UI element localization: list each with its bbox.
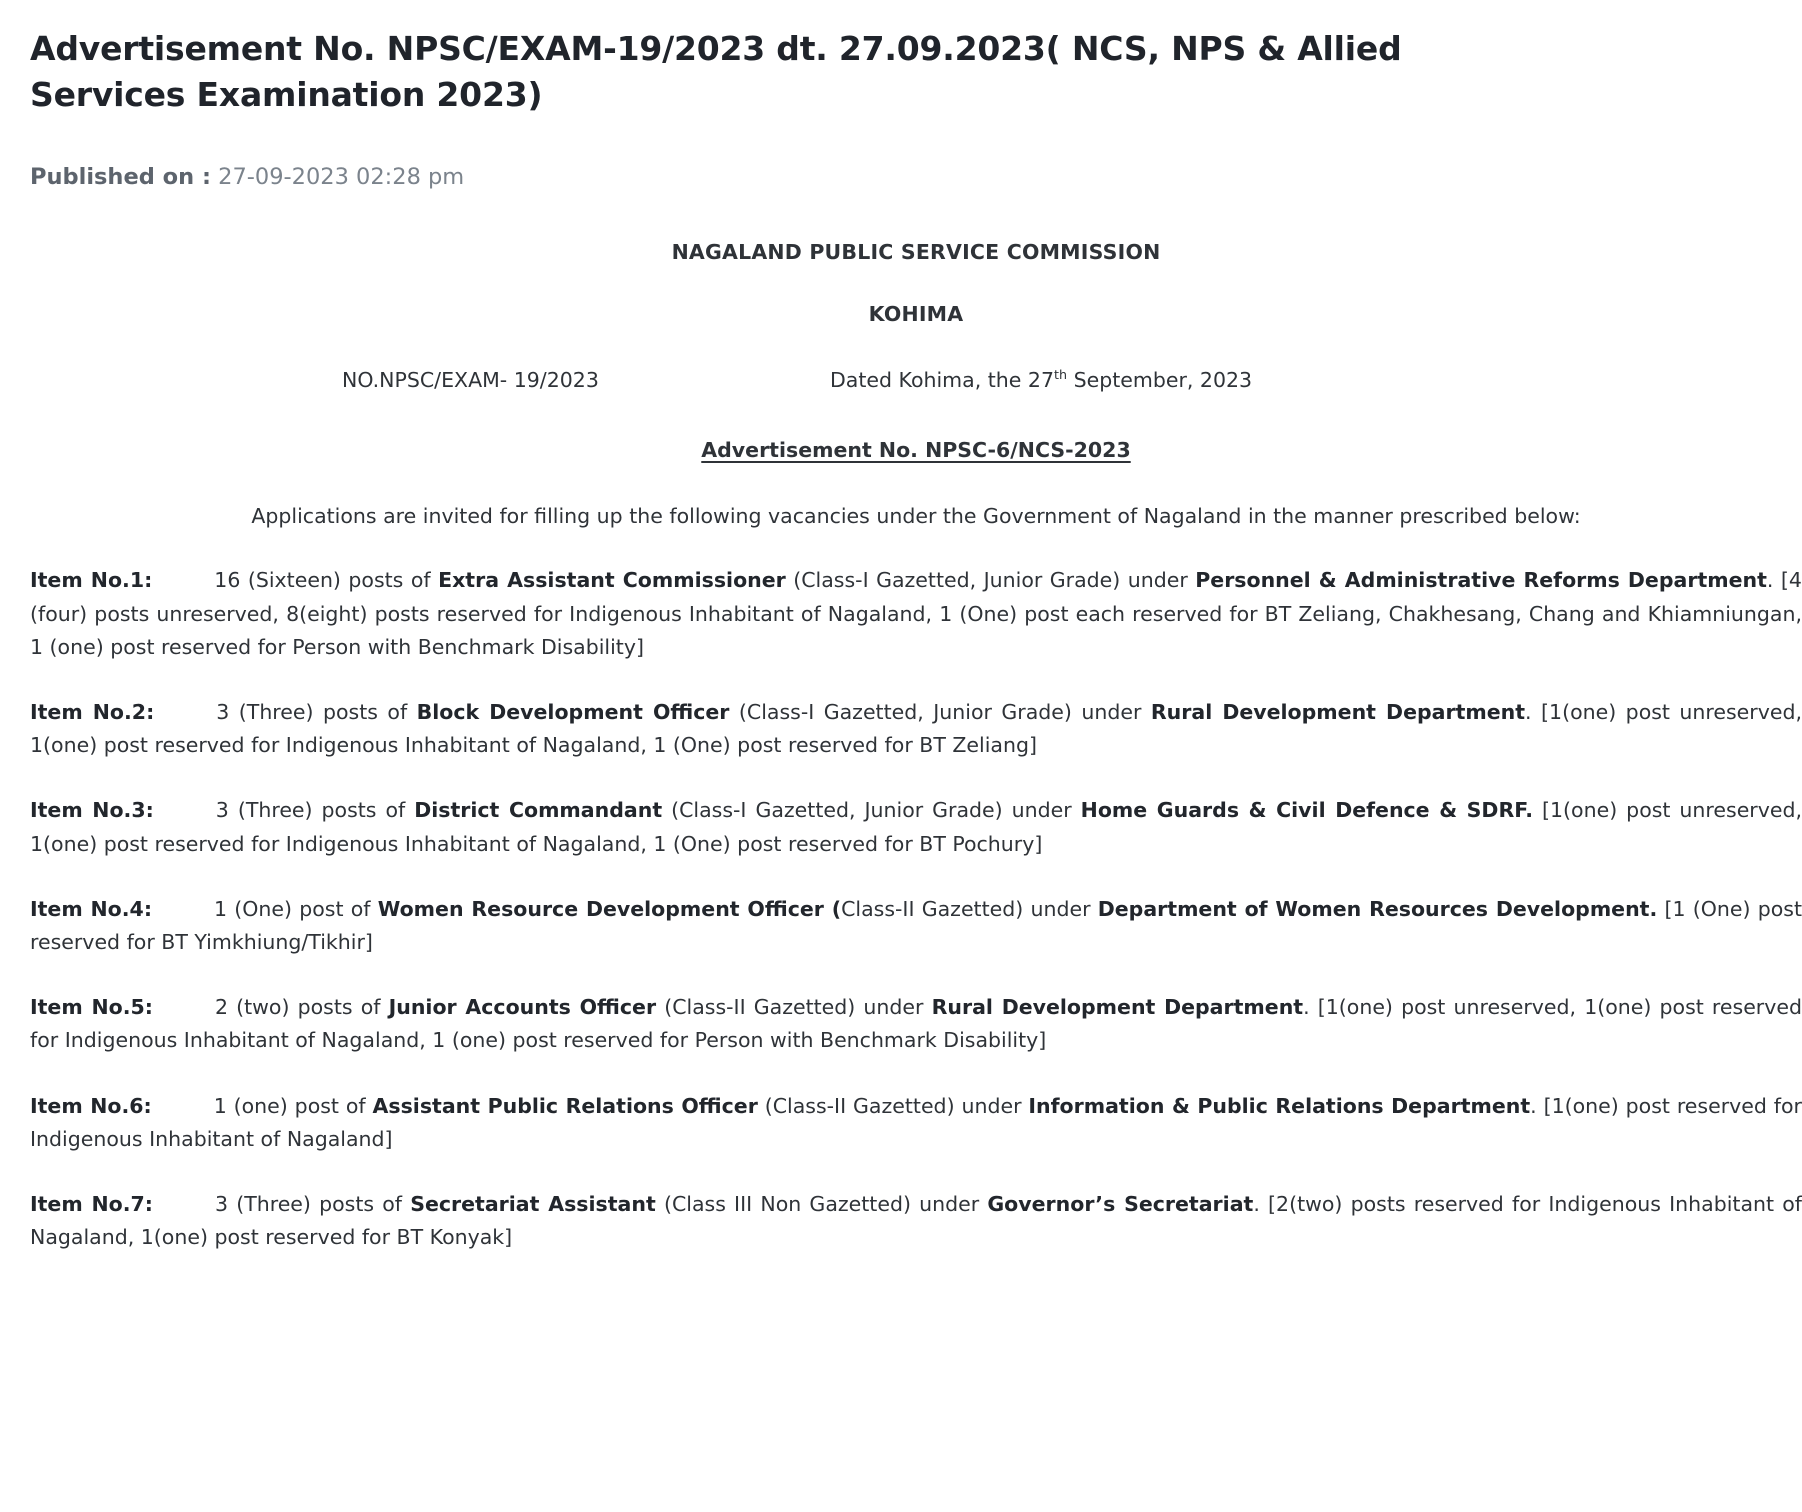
vacancy-item [30, 1188, 1802, 1254]
vacancy-items-list [30, 564, 1802, 1254]
vacancy-item [30, 564, 1802, 664]
item-department: Personnel & Administrative Reforms Department [1195, 568, 1767, 593]
item-department: Information & Public Relations Department [1028, 1093, 1531, 1118]
item-post: District Commandant [414, 798, 663, 823]
dated-prefix: Dated Kohima, the 27 [830, 368, 1054, 393]
item-classification: (Class III Non Gazetted) under [655, 1191, 988, 1216]
vacancy-item [30, 893, 1802, 959]
item-reservation: . [1(one) post reserved for Indigenous Inhabitant of Nagaland] [30, 1093, 1802, 1151]
item-reservation: [1(one) post unreserved, 1(one) post reserved for Indigenous Inhabitant of Nagaland, 1 (One) post reserved for BT Pochury] [30, 798, 1802, 856]
item-post: Women Resource Development Officer ( [377, 896, 842, 921]
vacancy-item [30, 1090, 1802, 1156]
item-label: Item No.5: [30, 995, 153, 1020]
item-classification: (Class-II Gazetted) under [656, 995, 932, 1020]
vacancy-item [30, 794, 1802, 860]
vacancy-item [30, 991, 1802, 1057]
vacancy-item [30, 696, 1802, 762]
organisation-city: KOHIMA [868, 302, 964, 327]
item-post: Assistant Public Relations Officer [372, 1093, 758, 1118]
published-on-label: Published on : [30, 164, 211, 191]
item-label: Item No.4: [30, 896, 153, 921]
item-count: 3 (Three) posts of [216, 699, 417, 724]
item-classification: (Class-I Gazetted, Junior Grade) under [785, 568, 1196, 593]
item-label: Item No.3: [30, 798, 154, 823]
item-reservation: [1 (One) post reserved for BT Yimkhiung/Tikhir] [30, 896, 1802, 954]
organisation-name: NAGALAND PUBLIC SERVICE COMMISSION [671, 240, 1161, 265]
item-reservation: . [2(two) posts reserved for Indigenous Inhabitant of Nagaland, 1(one) post reserved for BT Konyak] [30, 1191, 1802, 1250]
item-classification: Class-II Gazetted) under [841, 896, 1098, 921]
notice-body [30, 240, 1802, 1254]
reference-row [30, 368, 1802, 398]
item-label: Item No.6: [30, 1093, 152, 1118]
item-post: Secretariat Assistant [410, 1191, 656, 1216]
dated-line [830, 368, 1252, 392]
dated-ordinal-suffix: th [1054, 367, 1068, 383]
item-department: Rural Development Department [1150, 699, 1526, 724]
item-reservation: . [4 (four) posts unreserved, 8(eight) posts reserved for Indigenous Inhabitant of Nagaland, 1 (One) post each reserved for BT Zeliang, Chakhesang, Chang and Khiamniungan, 1 (one) post reserved for Person with Benchmark Disability] [30, 568, 1802, 659]
item-count: 1 (One) post of [214, 896, 378, 921]
item-post: Extra Assistant Commissioner [438, 568, 786, 593]
item-reservation: . [1(one) post unreserved, 1(one) post reserved for Indigenous Inhabitant of Nagaland, 1 (one) post reserved for Person with Benchmark Disability] [30, 995, 1802, 1053]
item-count: 16 (Sixteen) posts of [214, 568, 439, 593]
item-count: 1 (one) post of [213, 1093, 373, 1118]
item-post: Block Development Officer [416, 699, 730, 724]
item-count: 2 (two) posts of [214, 995, 389, 1020]
advertisement-heading [30, 438, 1802, 462]
advertisement-heading-text: Advertisement No. NPSC-6/NCS-2023 [701, 438, 1131, 463]
item-post: Junior Accounts Officer [388, 995, 657, 1020]
published-on-value: 27-09-2023 02:28 pm [218, 164, 465, 191]
item-classification: (Class-I Gazetted, Junior Grade) under [662, 798, 1081, 823]
item-classification: (Class-II Gazetted) under [757, 1093, 1029, 1118]
item-count: 3 (Three) posts of [215, 798, 415, 823]
item-department: Governor’s Secretariat [987, 1191, 1254, 1216]
dated-suffix: September, 2023 [1067, 368, 1253, 393]
item-classification: (Class-I Gazetted, Junior Grade) under [729, 699, 1151, 724]
item-label: Item No.1: [30, 568, 153, 593]
page-title: Advertisement No. NPSC/EXAM-19/2023 dt. 27.09.2023( NCS, NPS & Allied Services Examination 2023) [30, 29, 1402, 114]
reference-number: NO.NPSC/EXAM- 19/2023 [342, 368, 599, 393]
published-on-row [30, 163, 1802, 192]
item-label: Item No.2: [30, 699, 155, 724]
item-department: Rural Development Department [931, 995, 1304, 1020]
item-department: Home Guards & Civil Defence & SDRF. [1080, 798, 1534, 823]
item-label: Item No.7: [30, 1191, 153, 1216]
item-count: 3 (Three) posts of [214, 1191, 411, 1216]
item-department: Department of Women Resources Development. [1097, 896, 1658, 921]
item-reservation: . [1(one) post unreserved, 1(one) post reserved for Indigenous Inhabitant of Nagaland, 1 (One) post reserved for BT Zeliang] [30, 699, 1802, 758]
intro-paragraph: Applications are invited for filling up the following vacancies under the Government of Nagaland in the manner prescribed below: [251, 504, 1581, 529]
